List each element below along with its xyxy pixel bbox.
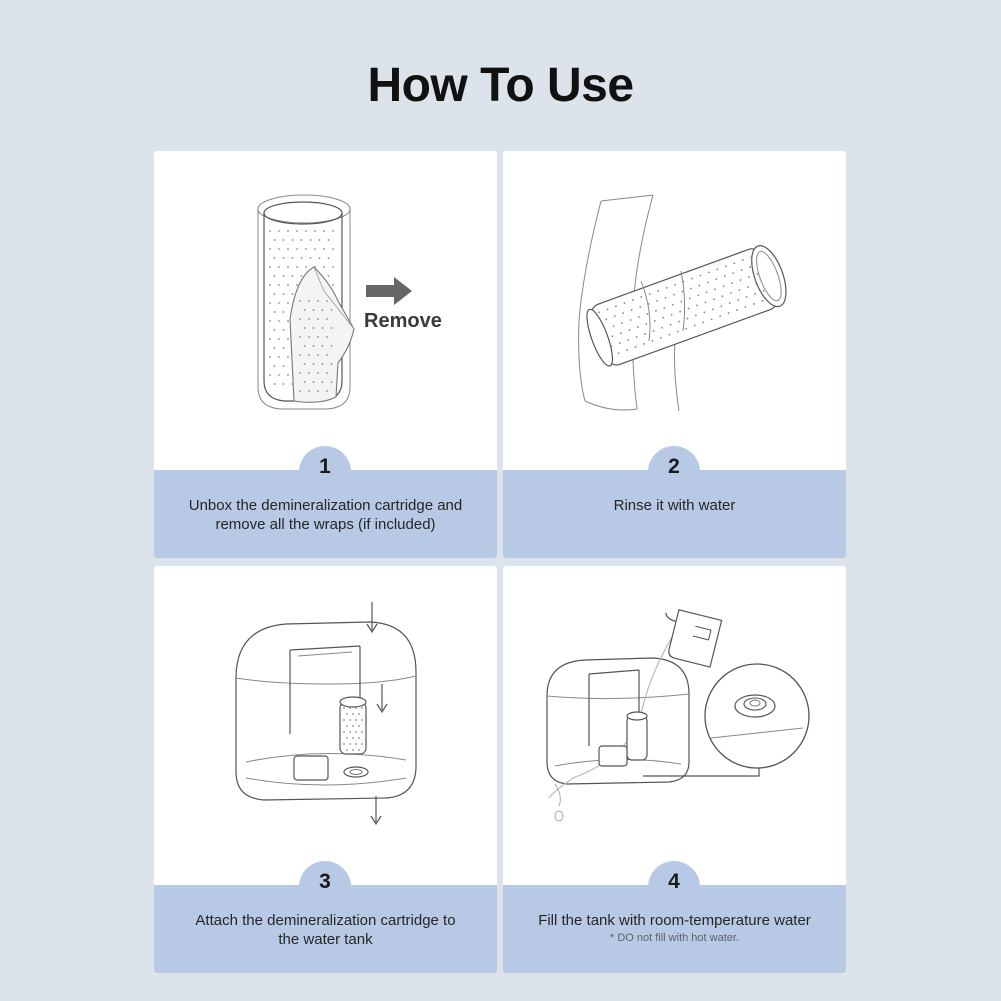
perforation-dot: [319, 239, 321, 241]
perforation-dot: [317, 300, 319, 302]
step-description: [513, 911, 836, 930]
perforation-dot: [323, 266, 325, 268]
perforation-dot: [269, 248, 271, 250]
perforation-dot: [301, 239, 303, 241]
perforation-dot: [355, 719, 357, 721]
perforation-dot: [332, 248, 334, 250]
perforation-dot: [326, 336, 328, 338]
perforation-dot: [287, 284, 289, 286]
perforation-dot: [287, 374, 289, 376]
perforation-dot: [292, 239, 294, 241]
perforation-dot: [278, 230, 280, 232]
perforation-dot: [274, 383, 276, 385]
perforation-dot: [278, 284, 280, 286]
perforation-dot: [296, 230, 298, 232]
perforation-dot: [304, 363, 306, 365]
perforation-dot: [299, 372, 301, 374]
step-description: [164, 911, 487, 949]
perforation-dot: [269, 284, 271, 286]
perforation-dot: [314, 230, 316, 232]
perforation-dot: [299, 318, 301, 320]
perforation-dot: [278, 248, 280, 250]
perforation-dot: [331, 327, 333, 329]
perforation-dot: [322, 345, 324, 347]
perforation-dot: [283, 257, 285, 259]
perforation-dot: [343, 743, 345, 745]
perforation-dot: [274, 239, 276, 241]
step-warning-note: * DO not fill with hot water.: [610, 932, 739, 944]
step-number-badge: 1: [299, 446, 351, 498]
perforation-dot: [313, 309, 315, 311]
perforation-dot: [317, 390, 319, 392]
perforation-dot: [278, 266, 280, 268]
perforation-dot: [278, 338, 280, 340]
perforation-dot: [349, 743, 351, 745]
perforation-dot: [332, 284, 334, 286]
perforation-dot: [278, 320, 280, 322]
perforation-dot: [326, 372, 328, 374]
perforation-dot: [319, 257, 321, 259]
perforation-dot: [287, 320, 289, 322]
perforation-dot: [317, 354, 319, 356]
perforation-dot: [322, 363, 324, 365]
perforation-dot: [326, 300, 328, 302]
perforation-dot: [299, 354, 301, 356]
perforation-dot: [296, 248, 298, 250]
perforation-dot: [328, 275, 330, 277]
perforation-dot: [349, 719, 351, 721]
perforation-dot: [328, 239, 330, 241]
perforation-dot: [308, 318, 310, 320]
perforation-dot: [352, 725, 354, 727]
step-number-badge: 2: [648, 446, 700, 498]
perforation-dot: [301, 257, 303, 259]
perforation-dot: [355, 707, 357, 709]
perforation-dot: [308, 354, 310, 356]
perforation-dot: [332, 266, 334, 268]
page-title: How To Use: [367, 59, 634, 112]
tank-attach-illustration: [154, 566, 497, 866]
perforation-dot: [283, 275, 285, 277]
perforation-dot: [296, 284, 298, 286]
perforation-dot: [287, 356, 289, 358]
perforation-dot: [274, 347, 276, 349]
step-card-2: [503, 151, 846, 558]
perforation-dot: [278, 374, 280, 376]
perforation-dot: [299, 390, 301, 392]
step-description-line: remove all the wraps (if included): [215, 516, 436, 533]
perforation-dot: [299, 336, 301, 338]
perforation-dot: [346, 725, 348, 727]
perforation-dot: [332, 230, 334, 232]
perforation-dot: [308, 336, 310, 338]
perforation-dot: [331, 309, 333, 311]
perforation-dot: [358, 749, 360, 751]
perforation-dot: [304, 345, 306, 347]
perforation-dot: [305, 248, 307, 250]
perforation-dot: [299, 300, 301, 302]
step-card-4: [503, 566, 846, 973]
perforation-dot: [292, 293, 294, 295]
perforation-dot: [313, 363, 315, 365]
perforation-dot: [317, 318, 319, 320]
perforation-dot: [361, 707, 363, 709]
perforation-dot: [326, 390, 328, 392]
perforation-dot: [305, 266, 307, 268]
perforation-dot: [346, 749, 348, 751]
cartridge-unwrap-illustration: [154, 151, 497, 451]
perforation-dot: [269, 374, 271, 376]
step-card-3: [154, 566, 497, 973]
perforation-dot: [274, 365, 276, 367]
perforation-dot: [287, 302, 289, 304]
step-description-line: Attach the demineralization cartridge to: [195, 912, 456, 929]
step-description-line: Unbox the demineralization cartridge and: [188, 497, 463, 514]
step-description-line: Fill the tank with room-temperature water: [538, 912, 811, 929]
perforation-dot: [358, 725, 360, 727]
perforation-dot: [283, 365, 285, 367]
perforation-dot: [322, 381, 324, 383]
perforation-dot: [314, 248, 316, 250]
perforation-dot: [323, 248, 325, 250]
cartridge-rinse-illustration: [503, 151, 846, 451]
step-description: [164, 496, 487, 534]
perforation-dot: [346, 713, 348, 715]
perforation-dot: [287, 266, 289, 268]
perforation-dot: [361, 743, 363, 745]
perforation-dot: [274, 329, 276, 331]
perforation-dot: [274, 257, 276, 259]
perforation-dot: [283, 239, 285, 241]
perforation-dot: [269, 266, 271, 268]
perforation-dot: [287, 338, 289, 340]
perforation-dot: [358, 737, 360, 739]
step-description-line: Rinse it with water: [613, 497, 736, 514]
perforation-dot: [322, 327, 324, 329]
perforation-dot: [343, 719, 345, 721]
perforation-dot: [305, 230, 307, 232]
perforation-dot: [317, 336, 319, 338]
perforation-dot: [283, 383, 285, 385]
perforation-dot: [304, 381, 306, 383]
perforation-dot: [328, 257, 330, 259]
step-description-line: the water tank: [278, 931, 373, 948]
perforation-dot: [301, 275, 303, 277]
perforation-dot: [269, 230, 271, 232]
step-card-1: [154, 151, 497, 558]
perforation-dot: [278, 356, 280, 358]
perforation-dot: [292, 275, 294, 277]
perforation-dot: [361, 731, 363, 733]
perforation-dot: [331, 345, 333, 347]
tank-fill-illustration: [503, 566, 846, 866]
perforation-dot: [349, 707, 351, 709]
perforation-dot: [326, 318, 328, 320]
perforation-dot: [355, 731, 357, 733]
perforation-dot: [278, 302, 280, 304]
perforation-dot: [304, 309, 306, 311]
step-description: [513, 496, 836, 515]
perforation-dot: [331, 381, 333, 383]
perforation-dot: [269, 302, 271, 304]
perforation-dot: [343, 707, 345, 709]
perforation-dot: [313, 381, 315, 383]
perforation-dot: [352, 737, 354, 739]
perforation-dot: [283, 293, 285, 295]
perforation-dot: [326, 354, 328, 356]
perforation-dot: [308, 300, 310, 302]
perforation-dot: [352, 713, 354, 715]
perforation-dot: [287, 248, 289, 250]
perforation-dot: [310, 257, 312, 259]
perforation-dot: [308, 390, 310, 392]
perforation-dot: [269, 320, 271, 322]
remove-label: Remove: [364, 310, 442, 332]
perforation-dot: [283, 329, 285, 331]
perforation-dot: [283, 311, 285, 313]
perforation-dot: [346, 737, 348, 739]
perforation-dot: [269, 338, 271, 340]
perforation-dot: [323, 230, 325, 232]
perforation-dot: [331, 363, 333, 365]
perforation-dot: [269, 356, 271, 358]
perforation-dot: [310, 239, 312, 241]
perforation-dot: [274, 293, 276, 295]
perforation-dot: [296, 266, 298, 268]
perforation-dot: [292, 257, 294, 259]
perforation-dot: [352, 749, 354, 751]
perforation-dot: [313, 345, 315, 347]
perforation-dot: [313, 327, 315, 329]
perforation-dot: [361, 719, 363, 721]
step-number-badge: 4: [648, 861, 700, 913]
perforation-dot: [308, 372, 310, 374]
perforation-dot: [358, 713, 360, 715]
perforation-dot: [304, 327, 306, 329]
step-number-badge: 3: [299, 861, 351, 913]
perforation-dot: [343, 731, 345, 733]
perforation-dot: [283, 347, 285, 349]
perforation-dot: [274, 311, 276, 313]
perforation-dot: [274, 275, 276, 277]
perforation-dot: [317, 372, 319, 374]
perforation-dot: [322, 309, 324, 311]
perforation-dot: [349, 731, 351, 733]
perforation-dot: [287, 230, 289, 232]
perforation-dot: [355, 743, 357, 745]
